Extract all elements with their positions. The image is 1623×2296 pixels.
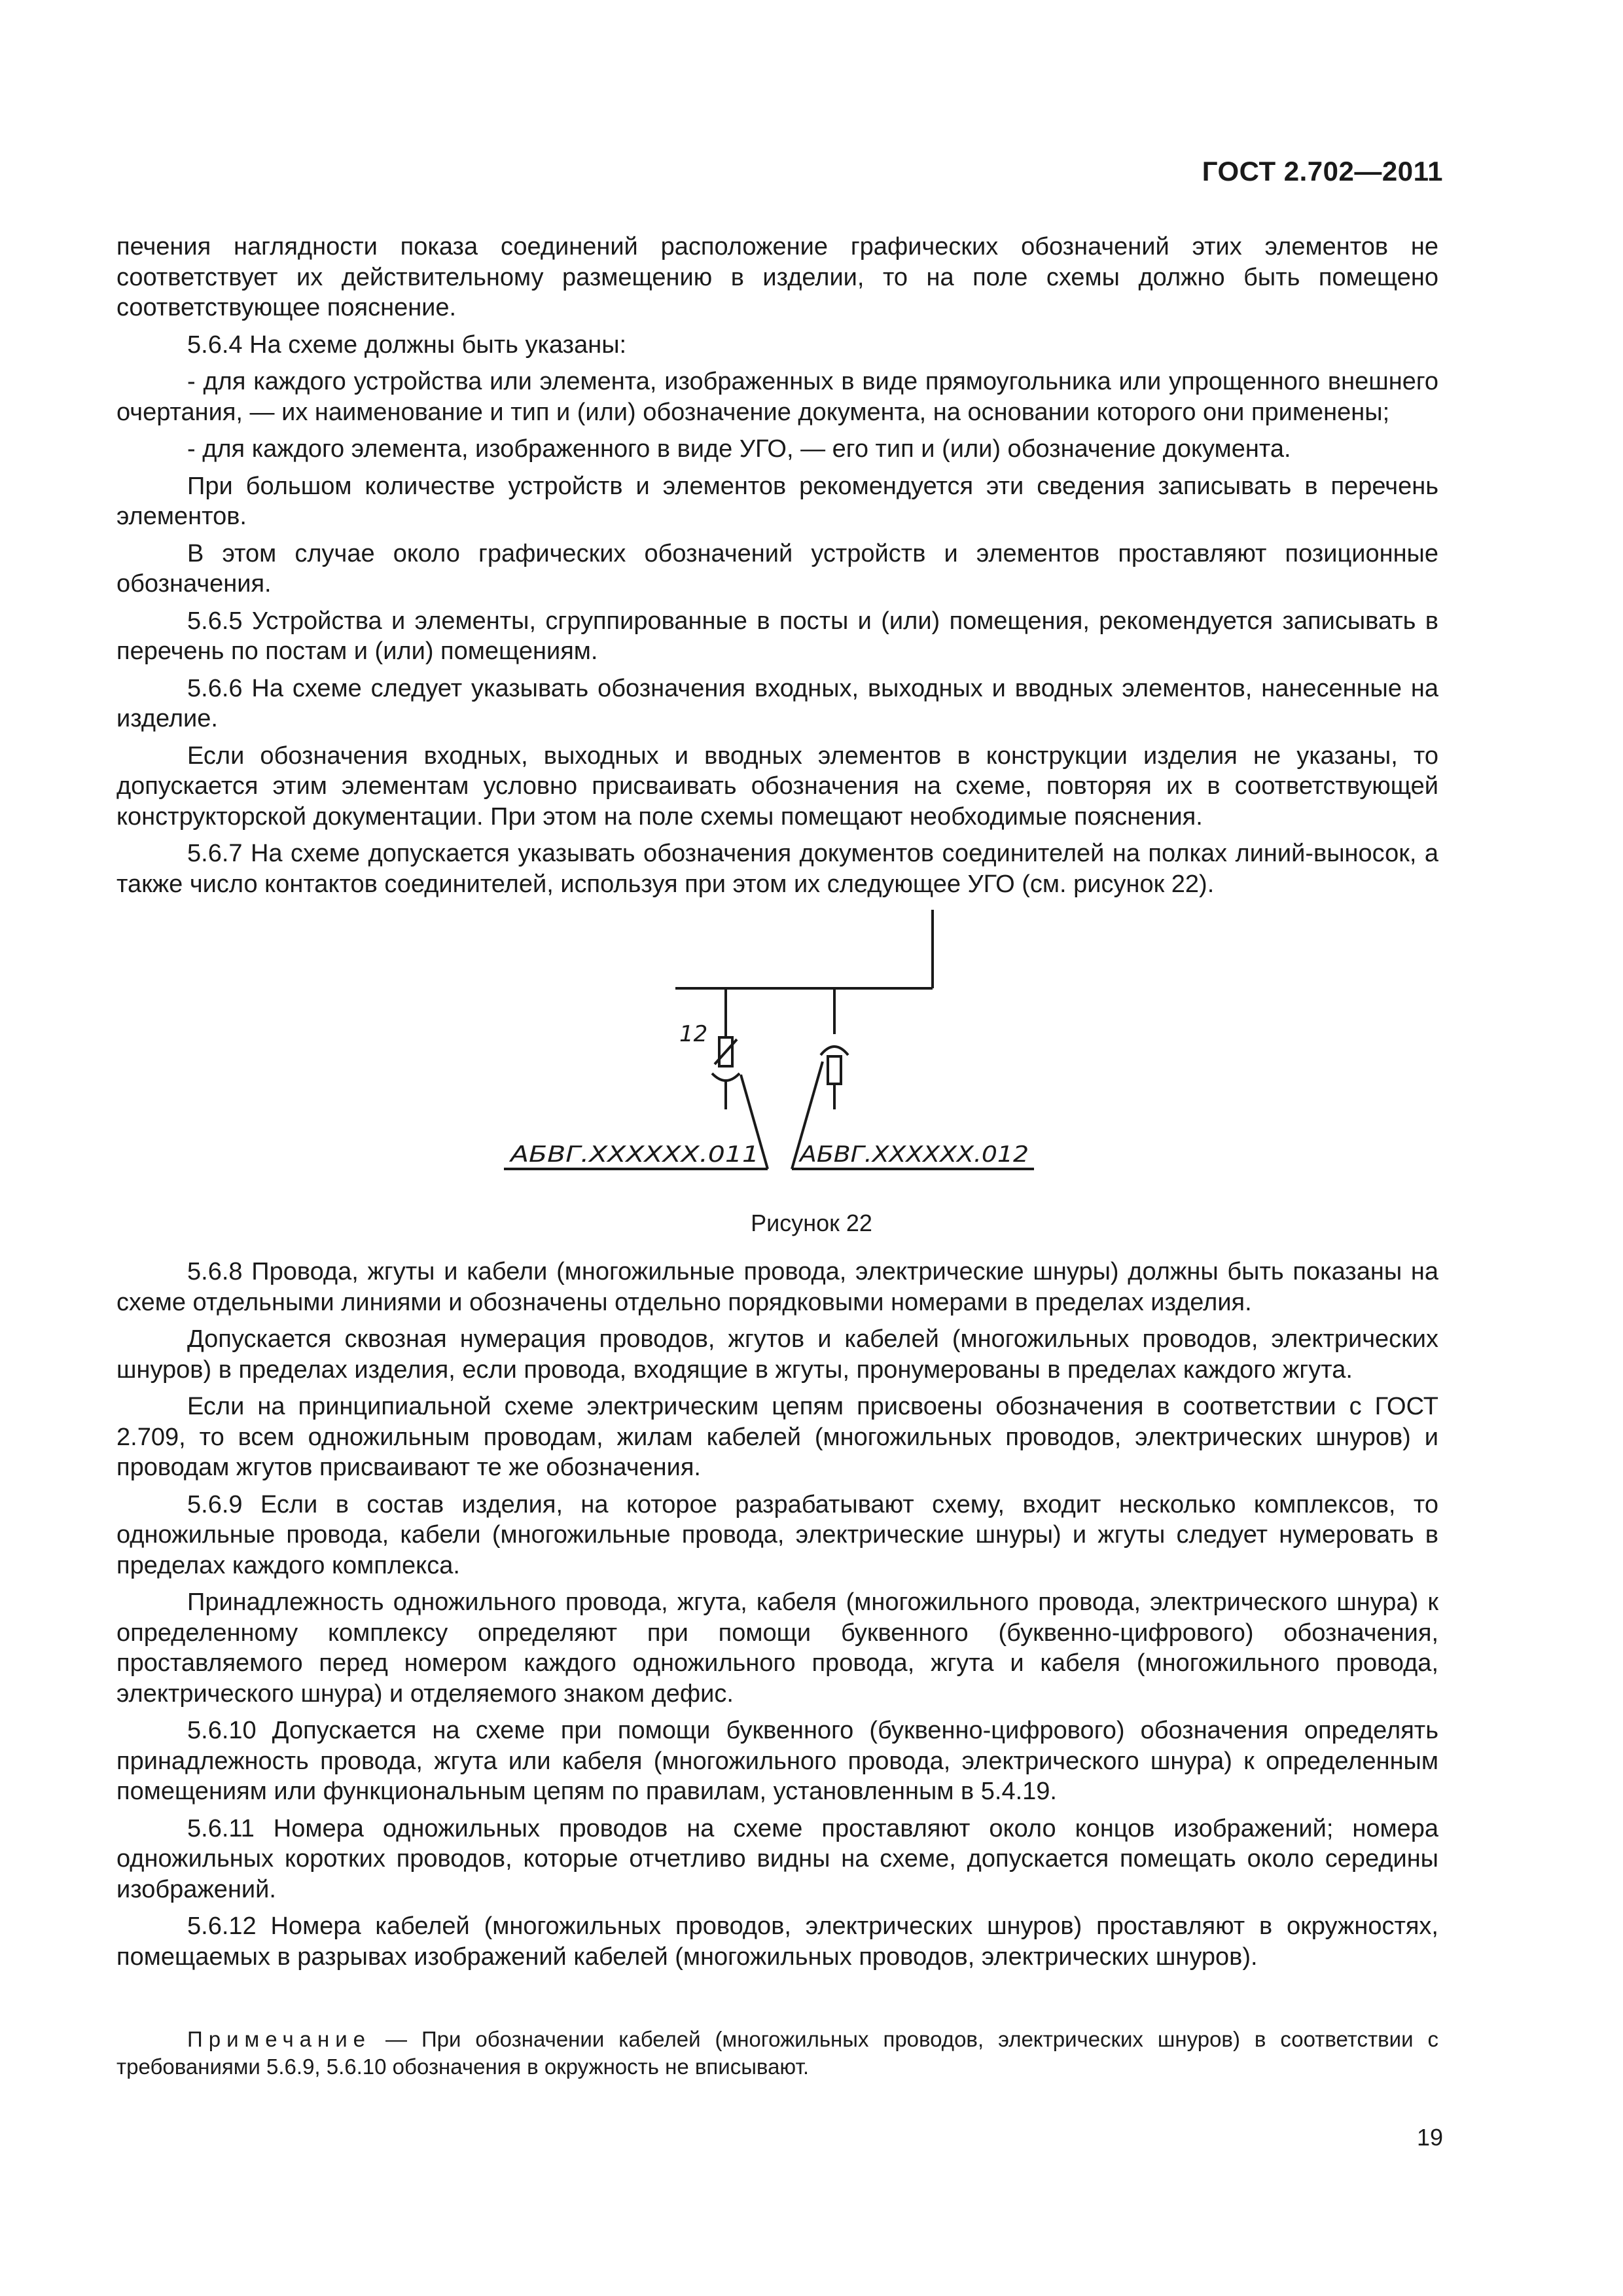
paragraph: 5.6.12 Номера кабелей (многожильных проводов, электрических шнуров) проставляют в окружностях, помещаемых в разрывах изображений кабелей (многожильных проводов, электрических шнуров). — [116, 1912, 1438, 1971]
left-connector-socket — [712, 1073, 740, 1081]
contact-count-label: 12 — [679, 1021, 708, 1047]
paragraph: - для каждого элемента, изображенного в виде УГО, — его тип и (или) обозначение документа. — [187, 435, 1291, 463]
paragraph: 5.6.4 На схеме должны быть указаны: — [187, 331, 627, 359]
document-header: ГОСТ 2.702—2011 — [1202, 156, 1443, 187]
paragraph: 5.6.6 На схеме следует указывать обозначения входных, выходных и вводных элементов, нанесенные на изделие. — [116, 674, 1438, 732]
paragraph: печения наглядности показа соединений расположение графических обозначений этих элементов не соответствует их действительному размещению в изделии, то на поле схемы должно быть помещено соответствующее пояснение. — [116, 233, 1438, 321]
paragraph: Принадлежность одножильного провода, жгута, кабеля (многожильного провода, электрического шнура) к определенному комплексу определяют при помощи буквенного (буквенно-цифрового) обозначения, проставляемого перед номером каждого одножильного провода, жгута и кабеля (многожильного провода, электрического шнура) и отделяемого знаком дефис. — [116, 1588, 1438, 1708]
paragraph: Допускается сквозная нумерация проводов, жгутов и кабелей (многожильных проводов, электрических шнуров) в пределах изделия, если провода, входящие в жгуты, пронумерованы в пределах каждого жгута. — [116, 1325, 1438, 1384]
paragraph: В этом случае около графических обозначений устройств и элементов проставляют позиционные обозначения. — [116, 539, 1438, 598]
left-document-label: АБВГ.XXXXXX.011 — [508, 1141, 759, 1168]
top-text-block — [116, 232, 1438, 906]
paragraph: Если на принципиальной схеме электрическим цепям присвоены обозначения в соответствии с ГОСТ 2.709, то всем одножильным проводам, жилам кабелей (многожильных проводов, электрических шнуров) и проводам жгутов присваивают те же обозначения. — [116, 1393, 1438, 1481]
paragraph: 5.6.8 Провода, жгуты и кабели (многожильные провода, электрические шнуры) должны быть показаны на схеме отдельными линиями и обозначены отдельно порядковыми номерами в пределах изделия. — [116, 1258, 1438, 1316]
right-connector-pin — [828, 1056, 841, 1084]
paragraph: Если обозначения входных, выходных и вводных элементов в конструкции изделия не указаны, то допускается этим элементам условно присваивать обозначения на схеме, повторяя их в соответствующей конструкторской документации. При этом на поле схемы помещают необходимые пояснения. — [116, 742, 1438, 831]
note-label: Примечание — [187, 2027, 372, 2051]
bottom-text-block — [116, 1257, 1438, 1979]
right-connector-socket — [821, 1047, 848, 1055]
right-document-label: АБВГ.XXXXXX.012 — [798, 1141, 1029, 1168]
paragraph: 5.6.11 Номера одножильных проводов на схеме проставляют около концов изображений; номера одножильных коротких проводов, которые отчетливо видны на схеме, допускается помещать около середины изображений. — [116, 1814, 1438, 1903]
paragraph: При большом количестве устройств и элементов рекомендуется эти сведения записывать в перечень элементов. — [116, 472, 1438, 530]
paragraph: 5.6.10 Допускается на схеме при помощи буквенного (буквенно-цифрового) обозначения определять принадлежность провода, жгута или кабеля (многожильного провода, электрического шнура) к определенным помещениям или функциональным цепям по правилам, установленным в 5.4.19. — [116, 1717, 1438, 1805]
page-number: 19 — [1416, 2124, 1443, 2151]
figure-caption: Рисунок 22 — [751, 1210, 872, 1236]
paragraph: 5.6.7 На схеме допускается указывать обозначения документов соединителей на полках линий-выносок, а также число контактов соединителей, используя при этом их следующее УГО (см. рисунок 22). — [116, 840, 1438, 898]
note-block — [116, 2026, 1438, 2081]
connector-diagram-svg — [504, 910, 1054, 1198]
connector-diagram — [504, 910, 1054, 1198]
note-text: — При обозначении кабелей (многожильных проводов, электрических шнуров) в соответствии с требованиями 5.6.9, 5.6.10 обозначения в окружность не вписывают. — [116, 2027, 1438, 2079]
paragraph: 5.6.9 Если в состав изделия, на которое разрабатывают схему, входит несколько комплексов, то одножильные провода, кабели (многожильные провода, электрические шнуры) и жгуты следует нумеровать в пределах каждого комплекса. — [116, 1490, 1438, 1579]
paragraph: 5.6.5 Устройства и элементы, сгруппированные в посты и (или) помещения, рекомендуется записывать в перечень по постам и (или) помещениям. — [116, 607, 1438, 665]
paragraph: - для каждого устройства или элемента, изображенных в виде прямоугольника или упрощенного внешнего очертания, — их наименование и тип и (или) обозначение документа, на основании которого они применены; — [116, 368, 1438, 426]
